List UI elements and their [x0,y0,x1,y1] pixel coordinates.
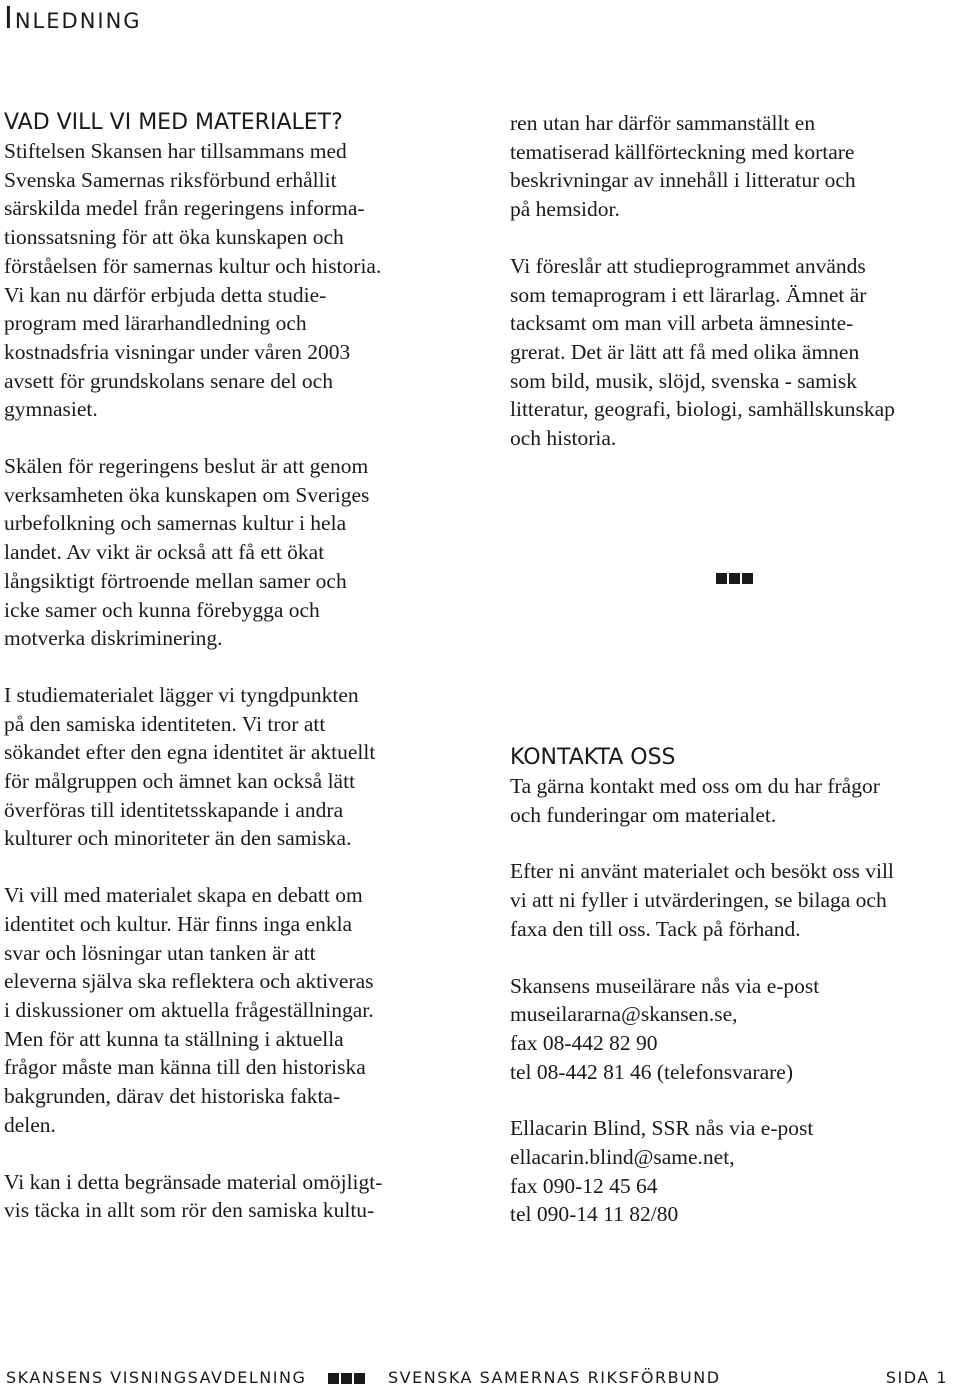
contact-evaluation: Efter ni använt materialet och besökt oss vill vi att ni fyller i utvärderingen, se bilaga och faxa den till oss. Tack på förhand. [510,859,894,941]
paragraph-debate: Vi vill med materialet skapa en debatt om identitet och kultur. Här finns inga enkla svar och lösningar utan tanken är att eleverna själva ska reflektera och aktiveras i diskussioner om aktuella frågeställningar. Men för att kunna ta ställning i aktuella frågor måste man känna till den historiska bakgrunden, därav det historiska fakta- delen. [4,883,374,1137]
paragraph-reasons: Skälen för regeringens beslut är att genom verksamheten öka kunskapen om Sveriges urbefolkning och samernas kultur i hela landet. Av vikt är också att få ett ökat långsiktigt förtroende mellan samer och icke samer och kunna förebygga och motverka diskriminering. [4,454,370,651]
page-title: Inledning [4,1,142,36]
footer-marker [328,1373,365,1384]
paragraph-identity: I studiematerialet lägger vi tyngdpunkten på den samiska identiteten. Vi tror att sökandet efter den egna identitet är aktuellt för målgruppen och ämnet kan också lätt överföras till identitetsskapande i andra kulturer och minoriteter än den samiska. [4,682,376,851]
contact-skansen: Skansens museilärare nås via e-post museilararna@skansen.se, fax 08-442 82 90 tel 08-442 81 46 (telefonsvarare) [510,973,820,1084]
section-heading-materialet: VAD VILL VI MED MATERIALET? [4,110,343,135]
footer-ssr: SVENSKA SAMERNAS RIKSFÖRBUND [388,1368,721,1387]
contact-heading: KONTAKTA OSS [510,745,676,770]
paragraph-theme-program: Vi föreslår att studieprogrammet används som temaprogram i ett lärarlag. Ämnet är tacksamt om man vill arbeta ämnesinte- grerat. Det är lätt att få med olika ämnen som bild, musik, slöjd, svenska - samisk litteratur, geografi, biologi, samhällskunskap och historia. [510,253,895,451]
contact-ssr: Ellacarin Blind, SSR nås via e-post ellacarin.blind@same.net, fax 090-12 45 64 tel 090-14 11 82/80 [510,1116,814,1227]
left-column [4,109,454,1225]
contact-intro: Ta gärna kontakt med oss om du har frågor och funderingar om materialet. [510,774,880,827]
paragraph-sources: ren utan har därför sammanställt en tematiserad källförteckning med kortare beskrivningar av innehåll i litteratur och på hemsidor. [510,111,856,222]
page-footer [4,1368,948,1392]
section-divider-marker [716,573,753,584]
footer-skansen: SKANSENS VISNINGSAVDELNING [6,1368,307,1387]
paragraph-intro: Stiftelsen Skansen har tillsammans med Svenska Samernas riksförbund erhållit särskilda medel från regeringens informa- tionssatsning för att öka kunskapen och förståelsen för samernas kultur och historia. Vi kan nu därför erbjuda detta studie- program med lärarhandledning och kostnadsfria visningar under våren 2003 avsett för grundskolans senare del och gymnasiet. [4,139,382,422]
paragraph-limitations: Vi kan i detta begränsade material omöjligt- vis täcka in allt som rör den samiska kultu- [4,1169,383,1223]
contact-section [510,744,960,1229]
right-column [510,109,960,453]
page-number: SIDA 1 [885,1368,948,1387]
